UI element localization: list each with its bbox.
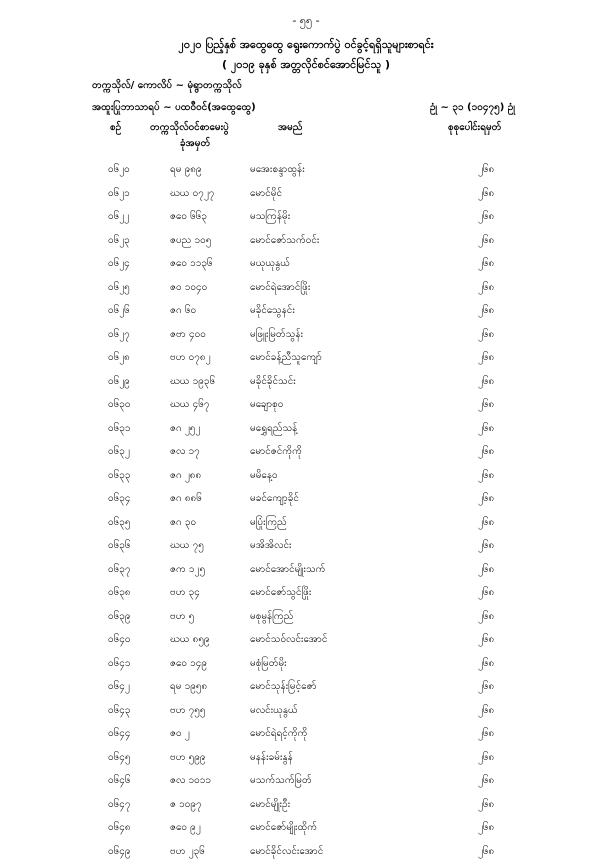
row-reg-number: ဇဂ ၈၈၆: [170, 491, 202, 506]
row-reg-number: ဃယ ၇၅: [170, 538, 204, 553]
row-result: ၂၆၈: [478, 773, 494, 788]
row-number: ၀၆၄၂: [108, 679, 130, 694]
row-number: ၀၆၂၃: [108, 233, 130, 248]
row-number: ၀၆၂၆: [108, 303, 130, 318]
row-number: ၀၆၂၄: [108, 256, 130, 271]
row-result: ၂၆၈: [478, 162, 494, 177]
table-row: [0, 726, 612, 750]
row-number: ၀၆၄၄: [108, 726, 131, 741]
row-reg-number: ဇဝ ၁၀၄၀: [170, 280, 207, 295]
row-number: ၀၆၃၂: [108, 444, 130, 459]
row-number: ၀၆၂၂: [108, 209, 129, 224]
table-row: [0, 632, 612, 656]
page-number: - ၅၅ -: [0, 14, 612, 30]
table-row: [0, 609, 612, 633]
subject-heading: အထူးပြုဘာသာရပ် ~ ပထဝီဝင်(အထွေထွေ): [92, 100, 256, 115]
table-row: [0, 350, 612, 374]
row-result: ၂၆၈: [478, 703, 494, 718]
row-result: ၂၆၈: [478, 491, 494, 506]
score-heading: ဥုံ ~ ၃၁ (၁၀၄၇၅) ဥုံ: [430, 100, 515, 115]
document-title: ၂၀၂၀ ပြည့်နှစ် အထွေထွေ ရွေးကောက်ပွဲ ဝင်ခွင့်ရရှိသူများစာရင်း: [0, 38, 612, 54]
row-reg-number: ဇဝေ ၉၂: [170, 820, 201, 835]
row-result: ၂၆၈: [478, 562, 494, 577]
row-number: ၀၆၃၃: [108, 468, 131, 483]
row-number: ၀၆၃၇: [108, 562, 131, 577]
row-result: ၂၆၈: [478, 538, 494, 553]
table-row: [0, 773, 612, 797]
table-row: [0, 468, 612, 492]
row-name: မောင်ရဲရင့်ကိုကို: [250, 726, 307, 741]
row-reg-number: ဃယ ၁၉၃၆: [170, 374, 215, 389]
row-result: ၂၆၈: [478, 515, 494, 530]
row-number: ၀၆၄၇: [108, 797, 131, 812]
row-result: ၂၆၈: [478, 844, 494, 859]
table-row: [0, 233, 612, 257]
table-row: [0, 421, 612, 445]
row-reg-number: ဇဝေ ၆၆၃: [170, 209, 207, 224]
row-result: ၂၆၈: [478, 397, 494, 412]
row-name: မခိုင်သွေနင်း: [250, 303, 295, 318]
table-row: [0, 844, 612, 867]
table-row: [0, 585, 612, 609]
row-result: ၂၆၈: [478, 327, 494, 342]
table-row: [0, 256, 612, 280]
results-table: [0, 162, 612, 867]
row-name: မနန်းခမ်းနွန်: [250, 750, 293, 765]
row-reg-number: ဇဗာ ၄၀၀: [170, 327, 206, 342]
row-name: မခိုင်ခိုင်သင်း: [250, 374, 296, 389]
row-name: မလင်းယုနွယ်: [250, 703, 298, 718]
row-reg-number: ဇလ ၁၇: [170, 444, 200, 459]
table-row: [0, 515, 612, 539]
row-number: ၀၆၂၉: [108, 374, 130, 389]
row-result: ၂၆၈: [478, 726, 494, 741]
table-row: [0, 656, 612, 680]
row-reg-number: ဗဟ ၅: [170, 609, 194, 624]
row-result: ၂၆၈: [478, 303, 494, 318]
row-number: ၀၆၃၈: [108, 585, 131, 600]
row-name: မောင်ဇော်သက်ဝင်း: [250, 233, 319, 248]
row-reg-number: ဗဟ ၀၇၈၂: [170, 350, 211, 365]
table-row: [0, 491, 612, 515]
row-result: ၂၆၈: [478, 233, 494, 248]
row-reg-number: ဇပည ၁၀၅: [170, 233, 211, 248]
column-header-reg-sub: ခုံအမှတ်: [180, 136, 210, 151]
row-result: ၂၆၈: [478, 820, 494, 835]
row-name: မပြုံးကြည်: [250, 515, 287, 530]
table-row: [0, 209, 612, 233]
row-number: ၀၆၄၈: [108, 820, 131, 835]
row-reg-number: ရမ ၁၉၅၈: [170, 679, 207, 694]
row-name: မောင်သဝ်လင်းအောင်: [250, 632, 327, 647]
row-name: မောင်မိုင်: [250, 186, 282, 201]
row-reg-number: ဇ ၁၀၉၇: [170, 797, 202, 812]
row-result: ၂၆၈: [478, 256, 494, 271]
row-number: ၀၆၃၁: [108, 421, 131, 436]
row-reg-number: ဃယ ၀၇၂၇: [170, 186, 214, 201]
row-result: ၂၆၈: [478, 609, 494, 624]
row-name: မရွှေရည်သန့်: [250, 421, 297, 436]
table-row: [0, 397, 612, 421]
row-number: ၀၆၃၅: [108, 515, 131, 530]
row-name: မမိနေ့ဝ: [250, 468, 278, 483]
row-reg-number: ရမ ၉၈၉: [170, 162, 202, 177]
row-reg-number: ဇဂ ၂၅၂: [170, 421, 200, 436]
row-name: မအိအိလင်း: [250, 538, 292, 553]
table-row: [0, 703, 612, 727]
table-row: [0, 750, 612, 774]
row-number: ၀၆၃၀: [108, 397, 131, 412]
row-number: ၀၆၄၉: [108, 844, 131, 859]
column-header-reg: တက္ကသိုလ်ဝင်စာမေးပွဲ: [150, 120, 229, 135]
row-name: မောင်ခိုင်လင်းအောင်: [250, 844, 323, 859]
row-number: ၀၆၂၇: [108, 327, 130, 342]
row-result: ၂၆၈: [478, 186, 494, 201]
row-result: ၂၆၈: [478, 750, 494, 765]
row-number: ၀၆၃၉: [108, 609, 131, 624]
row-name: မခင်ကျော့ခိုင်: [250, 491, 299, 506]
row-name: မယုယုနွယ်: [250, 256, 290, 271]
row-number: ၀၆၄၁: [108, 656, 131, 671]
table-row: [0, 538, 612, 562]
row-result: ၂၆၈: [478, 797, 494, 812]
row-name: မောင်အောင်မျိုးသက်: [250, 562, 325, 577]
row-name: မောင်သုန်းမြင့်ဇော်: [250, 679, 317, 694]
row-result: ၂၆၈: [478, 679, 494, 694]
row-reg-number: ဇဂ ၆၀: [170, 303, 196, 318]
row-reg-number: ဃယ ၄၆၇: [170, 397, 210, 412]
column-header-no: စဉ်: [110, 120, 121, 135]
row-name: မဖြူးမြတ်သွန်း: [250, 327, 303, 342]
row-name: မသက်သက်မြတ်: [250, 773, 312, 788]
row-name: မသကြန်မိုး: [250, 209, 290, 224]
row-result: ၂၆၈: [478, 421, 494, 436]
university-label: တက္ကသိုလ်/ ကောလိပ် ~ မုံရွာတက္ကသိုလ်: [92, 78, 242, 93]
table-row: [0, 679, 612, 703]
row-number: ၀၆၃၄: [108, 491, 131, 506]
row-reg-number: ဇဝေ ၁၄၉: [170, 656, 207, 671]
row-number: ၀၆၄၆: [108, 773, 131, 788]
row-reg-number: ဇဝေ ၁၁၃၆: [170, 256, 213, 271]
row-reg-number: ဃယ ၈၅၉: [170, 632, 210, 647]
row-name: မောင်ဇင်ကိုကို: [250, 444, 302, 459]
table-row: [0, 186, 612, 210]
row-result: ၂၆၈: [478, 444, 494, 459]
row-result: ၂၆၈: [478, 374, 494, 389]
row-name: မောင်ဇော်မျိုးထိုက်: [250, 820, 317, 835]
row-number: ၀၆၄၀: [108, 632, 131, 647]
row-name: မစုံမြတ်မိုး: [250, 656, 287, 671]
row-reg-number: ဗဟ ၂၃၆: [170, 844, 205, 859]
table-row: [0, 374, 612, 398]
row-reg-number: ဗဟ ၅၉၉: [170, 750, 206, 765]
row-result: ၂၆၈: [478, 209, 494, 224]
document-subtitle: ( ၂၀၁၉ ခုနှစ် အတ္တလိုင်စင်အောင်မြင်သူ ): [0, 58, 612, 74]
table-row: [0, 303, 612, 327]
table-row: [0, 797, 612, 821]
column-header-result: စုစုပေါင်းရမှတ်: [448, 120, 501, 135]
table-row: [0, 280, 612, 304]
row-result: ၂၆၈: [478, 350, 494, 365]
row-name: မစုမွန်ကြည်: [250, 609, 293, 624]
row-number: ၀၆၄၅: [108, 750, 131, 765]
row-name: မောင်ခန့်ညီသူကျော်: [250, 350, 322, 365]
row-name: မောင်ရဲအောင်ဖြိုး: [250, 280, 310, 295]
row-name: မချောစု၀: [250, 397, 283, 412]
row-number: ၀၆၃၆: [108, 538, 131, 553]
column-header-name: အမည်: [278, 120, 303, 135]
row-reg-number: ဇဂ ၃၀: [170, 515, 196, 530]
row-reg-number: ဇဝ ၂: [170, 726, 190, 741]
row-reg-number: ဇဂ ၂၈၈: [170, 468, 201, 483]
table-row: [0, 327, 612, 351]
row-name: မအေးစန္ဒာထွန်း: [250, 162, 305, 177]
row-reg-number: ဗဟ ၃၄: [170, 585, 200, 600]
row-number: ၀၆၄၃: [108, 703, 131, 718]
table-row: [0, 820, 612, 844]
row-name: မောင်မျိုးဦး: [250, 797, 290, 812]
row-name: မောင်ဇော်သွင်ဖြိုး: [250, 585, 311, 600]
table-row: [0, 444, 612, 468]
table-row: [0, 162, 612, 186]
row-number: ၀၆၂၀: [108, 162, 130, 177]
row-number: ၀၆၂၅: [108, 280, 130, 295]
row-result: ၂၆၈: [478, 585, 494, 600]
row-result: ၂၆၈: [478, 280, 494, 295]
row-number: ၀၆၂၁: [108, 186, 130, 201]
table-row: [0, 562, 612, 586]
row-reg-number: ဗဟ ၇၅၅: [170, 703, 206, 718]
row-reg-number: ဇလ ၁၀၁၁: [170, 773, 211, 788]
row-result: ၂၆၈: [478, 656, 494, 671]
row-result: ၂၆၈: [478, 632, 494, 647]
row-reg-number: ဇက ၁၂၅: [170, 562, 205, 577]
row-result: ၂၆၈: [478, 468, 494, 483]
row-number: ၀၆၂၈: [108, 350, 130, 365]
